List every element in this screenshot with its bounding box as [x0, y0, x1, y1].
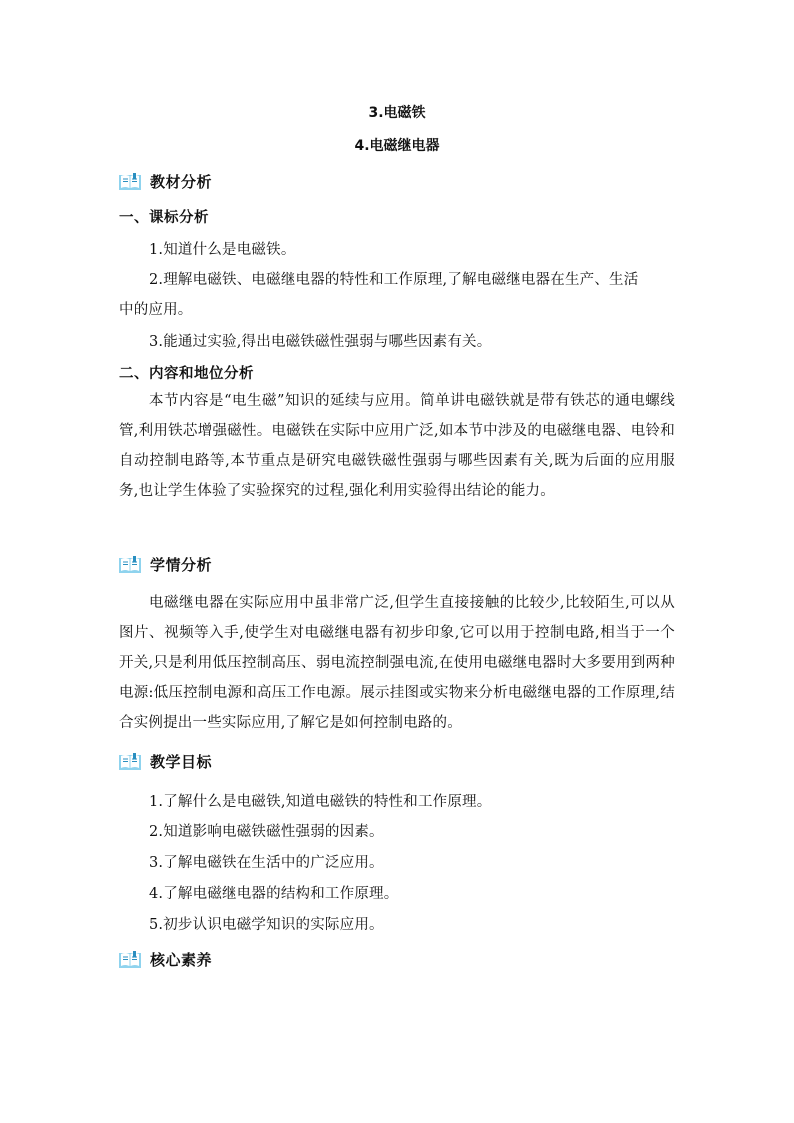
book-icon: [119, 753, 141, 770]
book-icon: [119, 173, 141, 190]
book-icon: [119, 951, 141, 968]
section-literacy: [119, 948, 212, 970]
curriculum-item: 2.理解电磁铁、电磁继电器的特性和工作原理,了解电磁继电器在生产、生活: [149, 272, 639, 288]
goal-item: 5.初步认识电磁学知识的实际应用。: [149, 917, 384, 933]
goal-item: 1.了解什么是电磁铁,知道电磁铁的特性和工作原理。: [149, 794, 492, 810]
lesson-title-2: 4.电磁继电器: [354, 138, 440, 154]
curriculum-item: 1.知道什么是电磁铁。: [149, 242, 296, 258]
section-analysis: [119, 170, 212, 192]
content-heading: 二、内容和地位分析: [119, 366, 254, 382]
goal-item: 2.知道影响电磁铁磁性强弱的因素。: [149, 824, 384, 840]
book-icon: [119, 556, 141, 573]
curriculum-item: 3.能通过实验,得出电磁铁磁性强弱与哪些因素有关。: [149, 334, 492, 350]
section-heading: 教学目标: [150, 752, 213, 771]
section-goals: [119, 750, 212, 772]
section-learners: [119, 553, 212, 575]
goal-item: 3.了解电磁铁在生活中的广泛应用。: [149, 855, 384, 871]
section-heading: 学情分析: [150, 555, 213, 574]
lesson-title-1: 3.电磁铁: [368, 105, 426, 121]
section-heading: 教材分析: [150, 172, 213, 191]
learners-paragraph: 电磁继电器在实际应用中虽非常广泛,但学生直接接触的比较少,比较陌生,可以从图片、视频等入手,使学生对电磁继电器有初步印象,它可以用于控制电路,相当于一个开关,只是利用低压控制高压、弱电流控制强电流,在使用电磁继电器时大多要用到两种电源:低压控制电源和高压工作电源。展示挂图或实物来分析电磁继电器的工作原理,结合实例提出一些实际应用,了解它是如何控制电路的。: [119, 595, 675, 731]
goal-item: 4.了解电磁继电器的结构和工作原理。: [149, 886, 399, 902]
section-heading: 核心素养: [150, 950, 213, 969]
curriculum-item: 中的应用。: [119, 302, 193, 318]
content-paragraph: 本节内容是“电生磁”知识的延续与应用。简单讲电磁铁就是带有铁芯的通电螺线管,利用铁芯增强磁性。电磁铁在实际中应用广泛,如本节中涉及的电磁继电器、电铃和自动控制电路等,本节重点是研究电磁铁磁性强弱与哪些因素有关,既为后面的应用服务,也让学生体验了实验探究的过程,强化利用实验得出结论的能力。: [119, 393, 675, 499]
curriculum-heading: 一、课标分析: [119, 210, 209, 226]
